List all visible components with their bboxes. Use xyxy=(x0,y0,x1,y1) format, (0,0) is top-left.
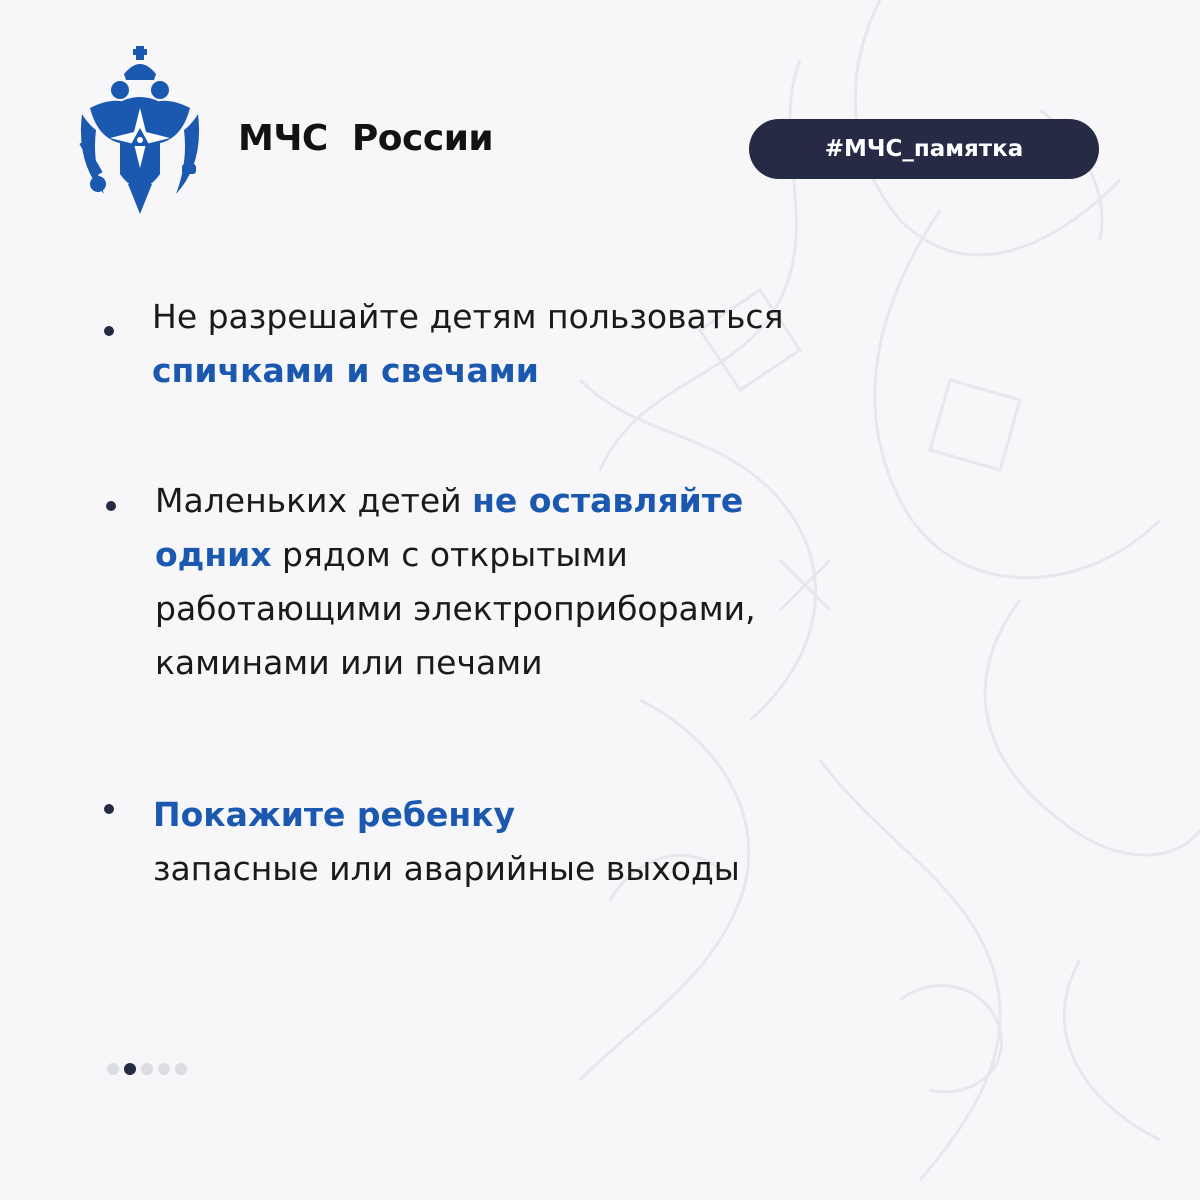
pagination-dot[interactable] xyxy=(158,1063,170,1075)
bullet-icon xyxy=(106,501,116,511)
tip-plain-text: рядом с открытыми работающими электроприборами, каминами или печами xyxy=(155,535,756,682)
tip-plain-text: Маленьких детей xyxy=(155,481,473,520)
tip-text xyxy=(153,788,740,896)
pagination-dot[interactable] xyxy=(124,1063,136,1075)
tip-highlight: не оставляйте одних xyxy=(155,481,744,574)
bullet-icon xyxy=(104,804,114,814)
tip-plain-text: запасные или аварийные выходы xyxy=(153,849,740,888)
pagination-dot[interactable] xyxy=(141,1063,153,1075)
tip-text xyxy=(152,290,783,398)
bullet-icon xyxy=(104,326,114,336)
org-name: МЧС России xyxy=(238,118,494,159)
tip-highlight: спичками и свечами xyxy=(152,351,539,390)
pagination-dots xyxy=(107,1063,187,1075)
tip-plain-text: Не разрешайте детям пользоваться xyxy=(152,297,784,336)
tip-text xyxy=(155,474,855,690)
mchs-emblem-icon xyxy=(74,44,206,216)
hashtag-badge: #МЧС_памятка xyxy=(749,119,1099,179)
pagination-dot[interactable] xyxy=(175,1063,187,1075)
pagination-dot[interactable] xyxy=(107,1063,119,1075)
tip-highlight: Покажите ребенку xyxy=(153,795,516,834)
